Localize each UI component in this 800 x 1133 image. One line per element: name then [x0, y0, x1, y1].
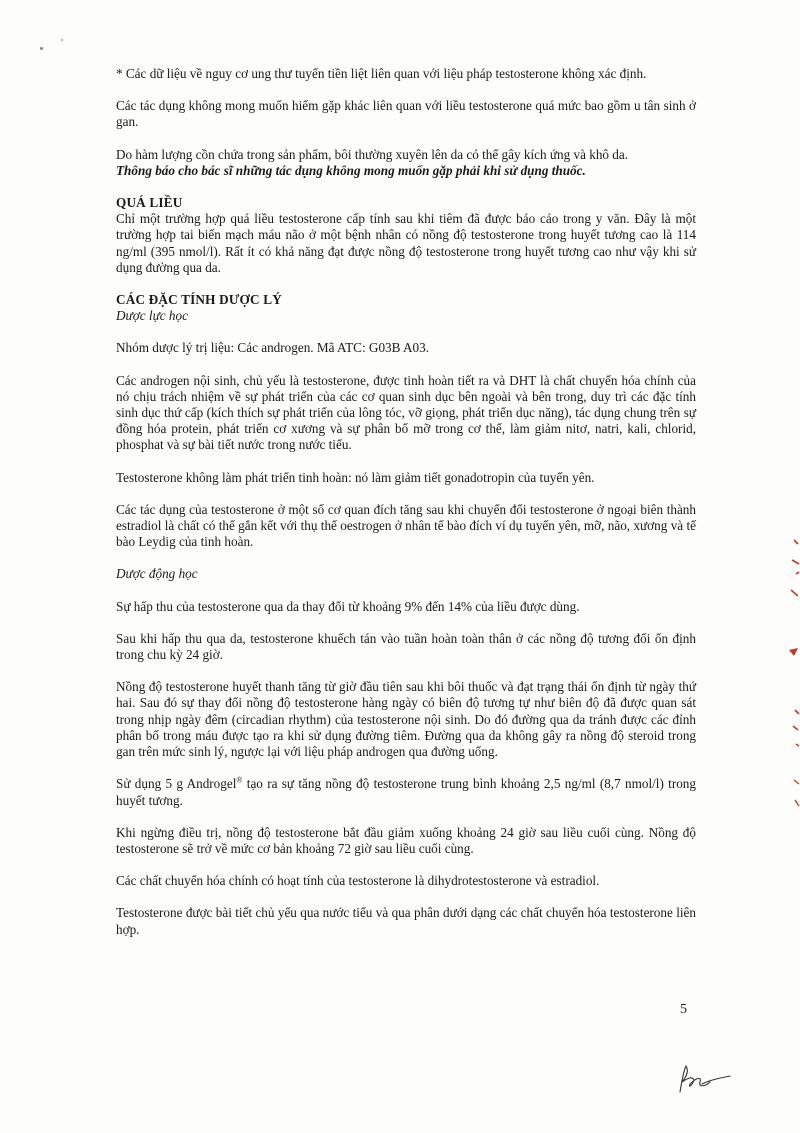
- paragraph-estradiol-conversion: Các tác dụng của testosterone ở một số cơ quan đích tăng sau khi chuyển đổi testosterone ở ngoại biên thành estradiol là chất có thể gắn kết với thụ thể oestrogen ở nhân tế bào đích ví dụ tuyến yên, mỡ, não, xương và tế bào Leydig của tinh hoàn.: [116, 501, 696, 550]
- paragraph-absorption: Sự hấp thu của testosterone qua da thay đổi từ khoảng 9% đến 14% của liều được dùng.: [116, 598, 580, 614]
- paragraph-skin-irritation: Do hàm lượng cồn chứa trong sản phẩm, bôi thường xuyên lên da có thể gây kích ứng và khô da.: [116, 146, 629, 162]
- registered-mark: ®: [236, 775, 243, 785]
- handwritten-initials: [672, 1062, 732, 1098]
- paragraph-prostate-risk: * Các dữ liệu về nguy cơ ung thư tuyến tiền liệt liên quan với liệu pháp testosterone không xác định.: [116, 66, 647, 81]
- paragraph-atc: Nhóm dược lý trị liệu: Các androgen. Mã ATC: G03B A03.: [116, 340, 430, 356]
- androgel-dose-suffix: tạo ra sự tăng nồng độ testosterone trung bình khoảng 2,5 ng/ml (8,7 nmol/l) trong huyết tương.: [116, 776, 696, 808]
- paragraph-metabolites: Các chất chuyển hóa chính có hoạt tính của testosterone là dihydrotestosterone và estradiol.: [116, 873, 600, 889]
- paragraph-gonadotropin: Testosterone không làm phát triển tinh hoàn: nó làm giảm tiết gonadotropin của tuyến yên.: [116, 469, 595, 485]
- paragraph-rare-effects: Các tác dụng không mong muốn hiếm gặp khác liên quan với liều testosterone quá mức bao gồm u tân sinh ở gan.: [116, 98, 696, 130]
- page-number: 5: [680, 1002, 687, 1017]
- paragraph-serum-levels: Nồng độ testosterone huyết thanh tăng từ giờ đầu tiên sau khi bôi thuốc và đạt trạng thái ổn định từ ngày thứ hai. Sau đó sự thay đổi nồng độ testosterone hàng ngày có biên độ tương tự như biên độ đã được quan sát trong nhịp ngày đêm (circadian rhythm) của testosterone nội sinh. Do đó đường qua da tránh được các đỉnh phân bố trong máu được tạo ra khi sử dụng đường tiêm. Đường qua da không gây ra nồng độ steroid trong gan trên mức sinh lý, ngược lại với liệu pháp androgen qua đường uống.: [116, 679, 696, 760]
- warning-notice: Thông báo cho bác sĩ những tác dụng không mong muốn gặp phải khi sử dụng thuốc.: [116, 162, 586, 178]
- document-body: [116, 66, 696, 954]
- subheading-pharmacokinetics: Dược động học: [116, 566, 198, 582]
- scan-speck: [40, 47, 43, 50]
- paragraph-androgel-dose: [116, 776, 696, 808]
- heading-overdose: QUÁ LIỀU: [116, 195, 183, 211]
- heading-pharmacology: CÁC ĐẶC TÍNH DƯỢC LÝ: [116, 292, 282, 308]
- scan-speck: [61, 39, 63, 41]
- paragraph-discontinuation: Khi ngừng điều trị, nồng độ testosterone bắt đầu giảm xuống khoảng 24 giờ sau liều cuối cùng. Nồng độ testosterone sẽ trở về mức cơ bản khoảng 72 giờ sau liều cuối cùng.: [116, 824, 696, 856]
- paragraph-excretion: Testosterone được bài tiết chủ yếu qua nước tiểu và qua phân dưới dạng các chất chuyển hóa testosterone liên hợp.: [116, 905, 696, 937]
- seal-edge-marks: [786, 530, 800, 830]
- androgel-dose-prefix: Sử dụng 5 g Androgel: [116, 776, 237, 792]
- paragraph-overdose: Chỉ một trường hợp quá liều testosterone cấp tính sau khi tiêm đã được báo cáo trong y văn. Đây là một trường hợp tai biến mạch máu não ở một bệnh nhân có nồng độ testosterone trong huyết tương cao là 114 ng/ml (395 nmol/l). Rất ít có khả năng đạt được nồng độ testosterone trong huyết tương cao như vậy khi sử dụng đường qua da.: [116, 211, 696, 275]
- paragraph-diffusion: Sau khi hấp thu qua da, testosterone khuếch tán vào tuần hoàn toàn thân ở các nồng độ tương đối ổn định trong chu kỳ 24 giờ.: [116, 630, 696, 663]
- subheading-pharmacodynamics: Dược lực học: [116, 308, 188, 324]
- paragraph-androgens: Các androgen nội sinh, chủ yếu là testosterone, được tinh hoàn tiết ra và DHT là chất chuyển hóa chính của nó chịu trách nhiệm về sự phát triển của các cơ quan sinh dục bên ngoài và bên trong, duy trì các đặc tính sinh dục thứ cấp (kích thích sự phát triển của lông tóc, vỡ giọng, phát triển dục năng), tác dụng chung trên sự đồng hóa protein, phát triển cơ xương và sự phân bố mỡ trong cơ thể, làm giảm nitơ, natri, kali, chlorid, phosphat và sự bài tiết nước trong nước tiểu.: [116, 372, 696, 453]
